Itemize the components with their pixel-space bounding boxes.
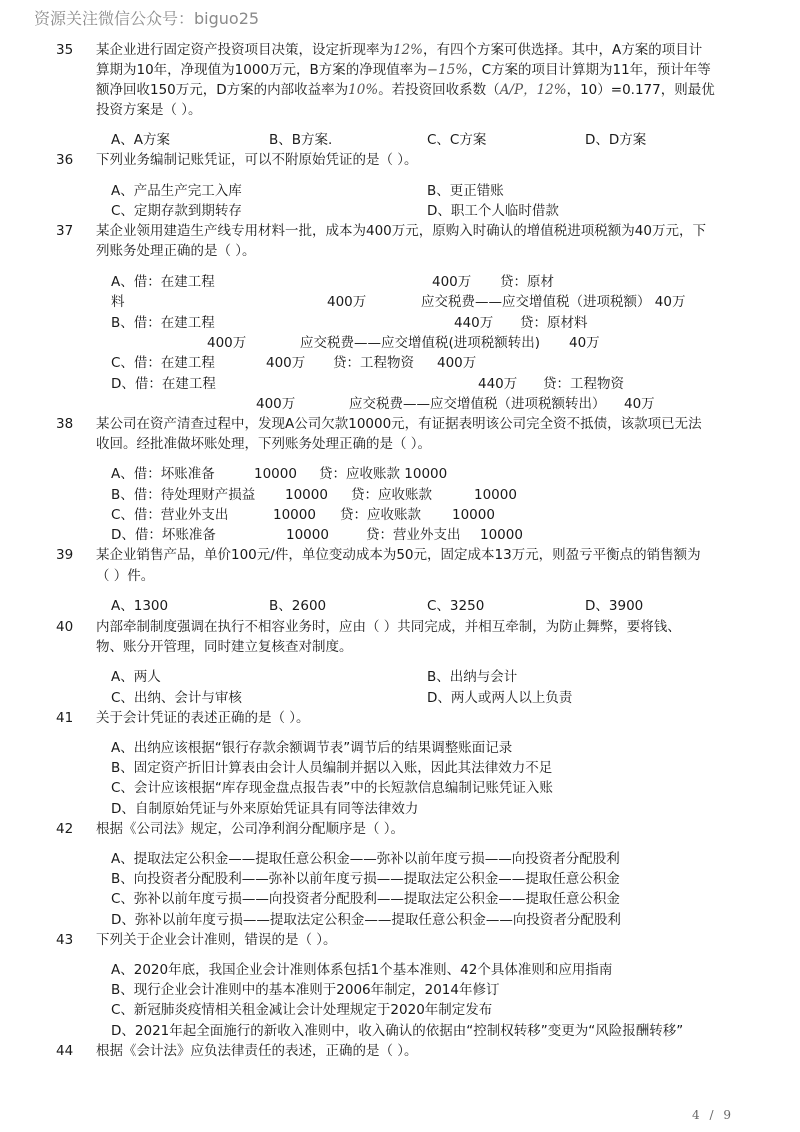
amount: 400万 bbox=[432, 274, 472, 290]
amount: 400万 bbox=[266, 355, 306, 371]
option-c[interactable]: C、新冠肺炎疫情相关租金减让会计处理规定于2020年制定发布 bbox=[111, 1002, 493, 1018]
entry-text: 应交税费——应交增值税（进项税额转出） bbox=[349, 396, 606, 412]
option-d[interactable]: D、职工个人临时借款 bbox=[427, 203, 559, 219]
entry-text: 贷：应收账款 bbox=[351, 487, 432, 503]
amount: 400万 bbox=[437, 355, 477, 371]
option-c[interactable]: C、借：营业外支出 bbox=[111, 507, 229, 523]
option-d[interactable]: D、借：在建工程 bbox=[111, 376, 216, 392]
option-c[interactable]: C、出纳、会计与审核 bbox=[111, 690, 242, 706]
text: 算期为10年，净现值为1000万元，B方案的净现值率为 bbox=[96, 62, 427, 78]
option-d[interactable]: D、自制原始凭证与外来原始凭证具有同等法律效力 bbox=[111, 801, 419, 817]
question-text: 投资方案是（ ）。 bbox=[96, 102, 202, 118]
question-text: 关于会计凭证的表述正确的是（ ）。 bbox=[96, 710, 310, 726]
amount: 10000 bbox=[452, 507, 495, 523]
text: ，有四个方案可供选择。其中，A方案的项目计 bbox=[423, 42, 703, 58]
entry-text: 贷：原材 bbox=[500, 274, 554, 290]
question-text: 某企业领用建造生产线专用材料一批，成本为400万元，原购入时确认的增值税进项税额为40万元，下 bbox=[96, 223, 706, 239]
amount: 10000 bbox=[254, 466, 297, 482]
entry-text: 贷：应收账款 bbox=[340, 507, 421, 523]
question-number: 41 bbox=[56, 710, 74, 726]
math-text: 10% bbox=[348, 82, 379, 98]
amount: 10000 bbox=[285, 487, 328, 503]
question-number: 37 bbox=[56, 223, 74, 239]
question-text: 收回。经批准做坏账处理，下列账务处理正确的是（ ）。 bbox=[96, 436, 432, 452]
option-b[interactable]: B、出纳与会计 bbox=[427, 669, 518, 685]
question-number: 44 bbox=[56, 1043, 74, 1059]
entry-text: 贷：原材料 bbox=[520, 315, 588, 331]
option-a[interactable]: A、提取法定公积金——提取任意公积金——弥补以前年度亏损——向投资者分配股利 bbox=[111, 851, 620, 867]
option-b[interactable]: B、借：待处理财产损益 bbox=[111, 487, 256, 503]
entry-text: 应交税费——应交增值税（进项税额） 40万 bbox=[421, 294, 686, 310]
amount: 440万 bbox=[478, 376, 518, 392]
text: ，10）=0.177，则最优 bbox=[566, 82, 715, 98]
option-b[interactable]: B、固定资产折旧计算表由会计人员编制并据以入账，因此其法律效力不足 bbox=[111, 760, 553, 776]
option-a[interactable]: A、借：坏账准备 bbox=[111, 466, 215, 482]
question-number: 36 bbox=[56, 152, 74, 168]
amount: 10000 bbox=[273, 507, 316, 523]
question-text: 下列关于企业会计准则，错误的是（ ）。 bbox=[96, 932, 337, 948]
question-text: 列账务处理正确的是（ ）。 bbox=[96, 243, 256, 259]
question-number: 43 bbox=[56, 932, 74, 948]
math-text: −15% bbox=[426, 62, 469, 78]
option-a[interactable]: A、A方案 bbox=[111, 132, 170, 148]
option-d[interactable]: D、借：坏账准备 bbox=[111, 527, 216, 543]
option-a[interactable]: A、产品生产完工入库 bbox=[111, 183, 242, 199]
option-d[interactable]: D、D方案 bbox=[585, 132, 647, 148]
question-text bbox=[96, 80, 715, 100]
question-text bbox=[96, 60, 711, 80]
text: 某企业进行固定资产投资项目决策，设定折现率为 bbox=[96, 42, 393, 58]
entry-text: 贷：营业外支出 bbox=[366, 527, 461, 543]
question-text: 某企业销售产品，单价100元/件，单位变动成本为50元，固定成本13万元，则盈亏平衡点的销售额为 bbox=[96, 547, 701, 563]
option-b[interactable]: B、2600 bbox=[269, 598, 327, 614]
page-number: 4 / 9 bbox=[692, 1108, 734, 1122]
math-text: A/P，12% bbox=[499, 82, 567, 98]
option-b[interactable]: B、B方案. bbox=[269, 132, 333, 148]
option-d[interactable]: D、3900 bbox=[585, 598, 644, 614]
option-a[interactable]: A、借：在建工程 bbox=[111, 274, 215, 290]
option-a[interactable]: A、出纳应该根据“银行存款余额调节表”调节后的结果调整账面记录 bbox=[111, 740, 513, 756]
text: ，C方案的项目计算期为11年，预计年等 bbox=[468, 62, 711, 78]
option-b[interactable]: B、借：在建工程 bbox=[111, 315, 215, 331]
option-c[interactable]: C、弥补以前年度亏损——向投资者分配股利——提取法定公积金——提取任意公积金 bbox=[111, 891, 620, 907]
question-text: 物、账分开管理，同时建立复核查对制度。 bbox=[96, 639, 353, 655]
question-number: 40 bbox=[56, 619, 74, 635]
question-text: 根据《会计法》应负法律责任的表述，正确的是（ ）。 bbox=[96, 1043, 418, 1059]
text: 。若投资回收系数（ bbox=[378, 82, 500, 98]
option-c[interactable]: C、定期存款到期转存 bbox=[111, 203, 242, 219]
question-number: 39 bbox=[56, 547, 74, 563]
question-text: 内部牵制制度强调在执行不相容业务时，应由（ ）共同完成，并相互牵制，为防止舞弊，要将钱、 bbox=[96, 619, 681, 635]
option-b[interactable]: B、更正错账 bbox=[427, 183, 504, 199]
question-text: 根据《公司法》规定，公司净利润分配顺序是（ ）。 bbox=[96, 821, 405, 837]
amount: 10000 bbox=[480, 527, 523, 543]
amount: 400万 bbox=[327, 294, 367, 310]
amount: 400万 bbox=[207, 335, 247, 351]
option-d[interactable]: D、2021年起全面施行的新收入准则中，收入确认的依据由“控制权转移”变更为“风险报酬转移” bbox=[111, 1023, 684, 1039]
option-b[interactable]: B、向投资者分配股利——弥补以前年度亏损——提取法定公积金——提取任意公积金 bbox=[111, 871, 620, 887]
question-number: 35 bbox=[56, 42, 74, 58]
option-a[interactable]: A、1300 bbox=[111, 598, 169, 614]
amount: 10000 bbox=[286, 527, 329, 543]
entry-text: 贷：工程物资 bbox=[333, 355, 414, 371]
option-c[interactable]: C、C方案 bbox=[427, 132, 487, 148]
question-text: 某公司在资产清查过程中，发现A公司欠款10000元，有证据表明该公司完全资不抵债，该款项已无法 bbox=[96, 416, 702, 432]
option-d[interactable]: D、两人或两人以上负责 bbox=[427, 690, 573, 706]
option-d[interactable]: D、弥补以前年度亏损——提取法定公积金——提取任意公积金——向投资者分配股利 bbox=[111, 912, 621, 928]
amount: 400万 bbox=[256, 396, 296, 412]
option-c[interactable]: C、3250 bbox=[427, 598, 485, 614]
question-number: 42 bbox=[56, 821, 74, 837]
entry-text: 贷：应收账款 10000 bbox=[319, 466, 448, 482]
entry-text: 贷：工程物资 bbox=[543, 376, 624, 392]
text: 额净回收150万元，D方案的内部收益率为 bbox=[96, 82, 349, 98]
entry-text: 应交税费——应交增值税(进项税额转出) bbox=[300, 335, 541, 351]
math-text: 12% bbox=[393, 42, 424, 58]
question-text bbox=[96, 40, 702, 60]
option-c[interactable]: C、借：在建工程 bbox=[111, 355, 215, 371]
entry-text: 料 bbox=[111, 294, 125, 310]
amount: 40万 bbox=[569, 335, 600, 351]
amount: 440万 bbox=[454, 315, 494, 331]
question-number: 38 bbox=[56, 416, 74, 432]
question-text: （ ）件。 bbox=[96, 568, 155, 584]
option-a[interactable]: A、两人 bbox=[111, 669, 161, 685]
question-text: 下列业务编制记账凭证，可以不附原始凭证的是（ ）。 bbox=[96, 152, 418, 168]
option-a[interactable]: A、2020年底，我国企业会计准则体系包括1个基本准则、42个具体准则和应用指南 bbox=[111, 962, 613, 978]
amount: 40万 bbox=[624, 396, 655, 412]
option-b[interactable]: B、现行企业会计准则中的基本准则于2006年制定，2014年修订 bbox=[111, 982, 500, 998]
watermark: 资源关注微信公众号：biguo25 bbox=[34, 9, 260, 28]
amount: 10000 bbox=[474, 487, 517, 503]
option-c[interactable]: C、会计应该根据“库存现金盘点报告表”中的长短款信息编制记账凭证入账 bbox=[111, 780, 553, 796]
